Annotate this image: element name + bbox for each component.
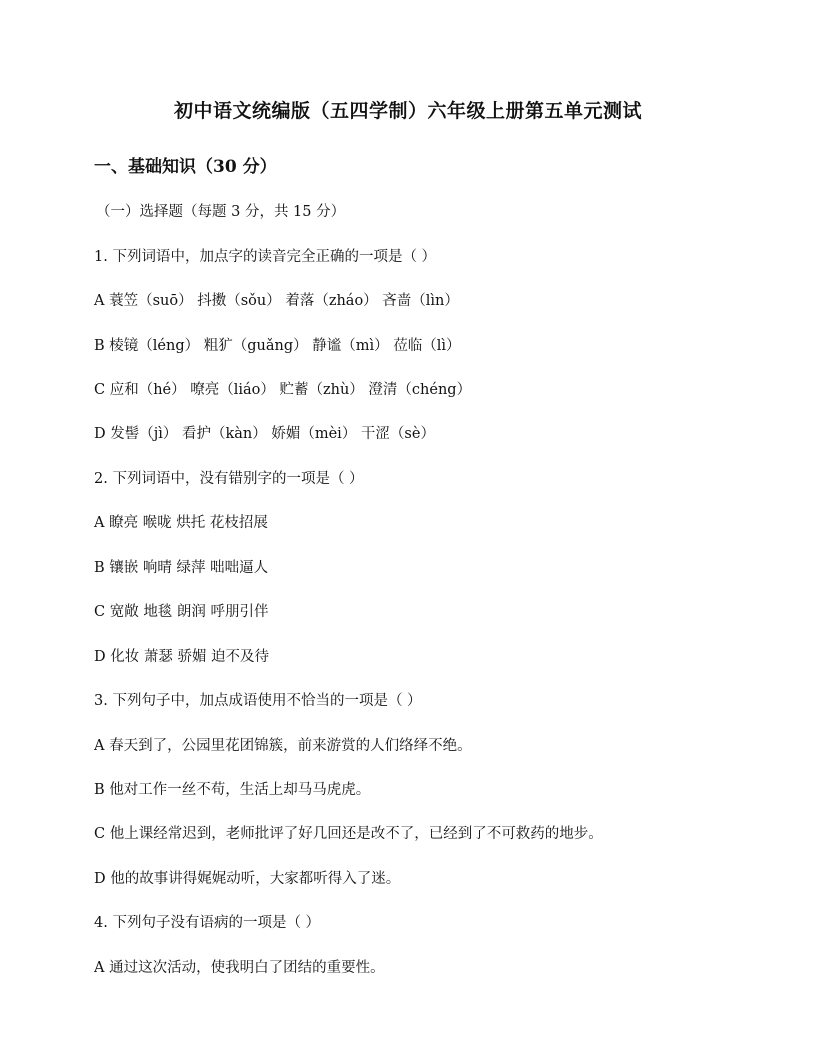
question-stem: 3. 下列句子中，加点成语使用不恰当的一项是（ ） [94,693,422,709]
section-heading: 一、基础知识（30 分） [94,157,277,177]
option-d: D 发髻（jì） 看护（kàn） 娇媚（mèi） 干涩（sè） [94,426,435,442]
subsection-heading: （一）选择题（每题 3 分，共 15 分） [96,204,346,220]
option-b: B 棱镜（léng） 粗犷（guǎng） 静谧（mì） 莅临（lì） [94,338,461,354]
question-stem: 1. 下列词语中，加点字的读音完全正确的一项是（ ） [94,249,437,265]
option-a: A 瞭亮 喉咙 烘托 花枝招展 [94,515,268,531]
option-a: A 蓑笠（suō） 抖擞（sǒu） 着落（zháo） 吝啬（lìn） [94,293,459,309]
option-c: C 应和（hé） 嘹亮（liáo） 贮蓄（zhù） 澄清（chéng） [94,382,472,398]
option-c: C 他上课经常迟到，老师批评了好几回还是改不了，已经到了不可救药的地步。 [94,826,603,842]
option-a: A 通过这次活动，使我明白了团结的重要性。 [94,960,385,976]
question-stem: 2. 下列词语中，没有错别字的一项是（ ） [94,471,364,487]
option-a: A 春天到了，公园里花团锦簇，前来游赏的人们络绎不绝。 [94,738,472,754]
question-stem: 4. 下列句子没有语病的一项是（ ） [94,915,321,931]
option-d: D 他的故事讲得娓娓动听，大家都听得入了迷。 [94,871,401,887]
option-b: B 镶嵌 响晴 绿萍 咄咄逼人 [94,560,269,576]
option-c: C 宽敞 地毯 朗润 呼朋引伴 [94,604,269,620]
option-d: D 化妆 萧瑟 骄媚 迫不及待 [94,649,270,665]
option-b: B 他对工作一丝不苟，生活上却马马虎虎。 [94,782,371,798]
page-title: 初中语文统编版（五四学制）六年级上册第五单元测试 [173,100,642,122]
